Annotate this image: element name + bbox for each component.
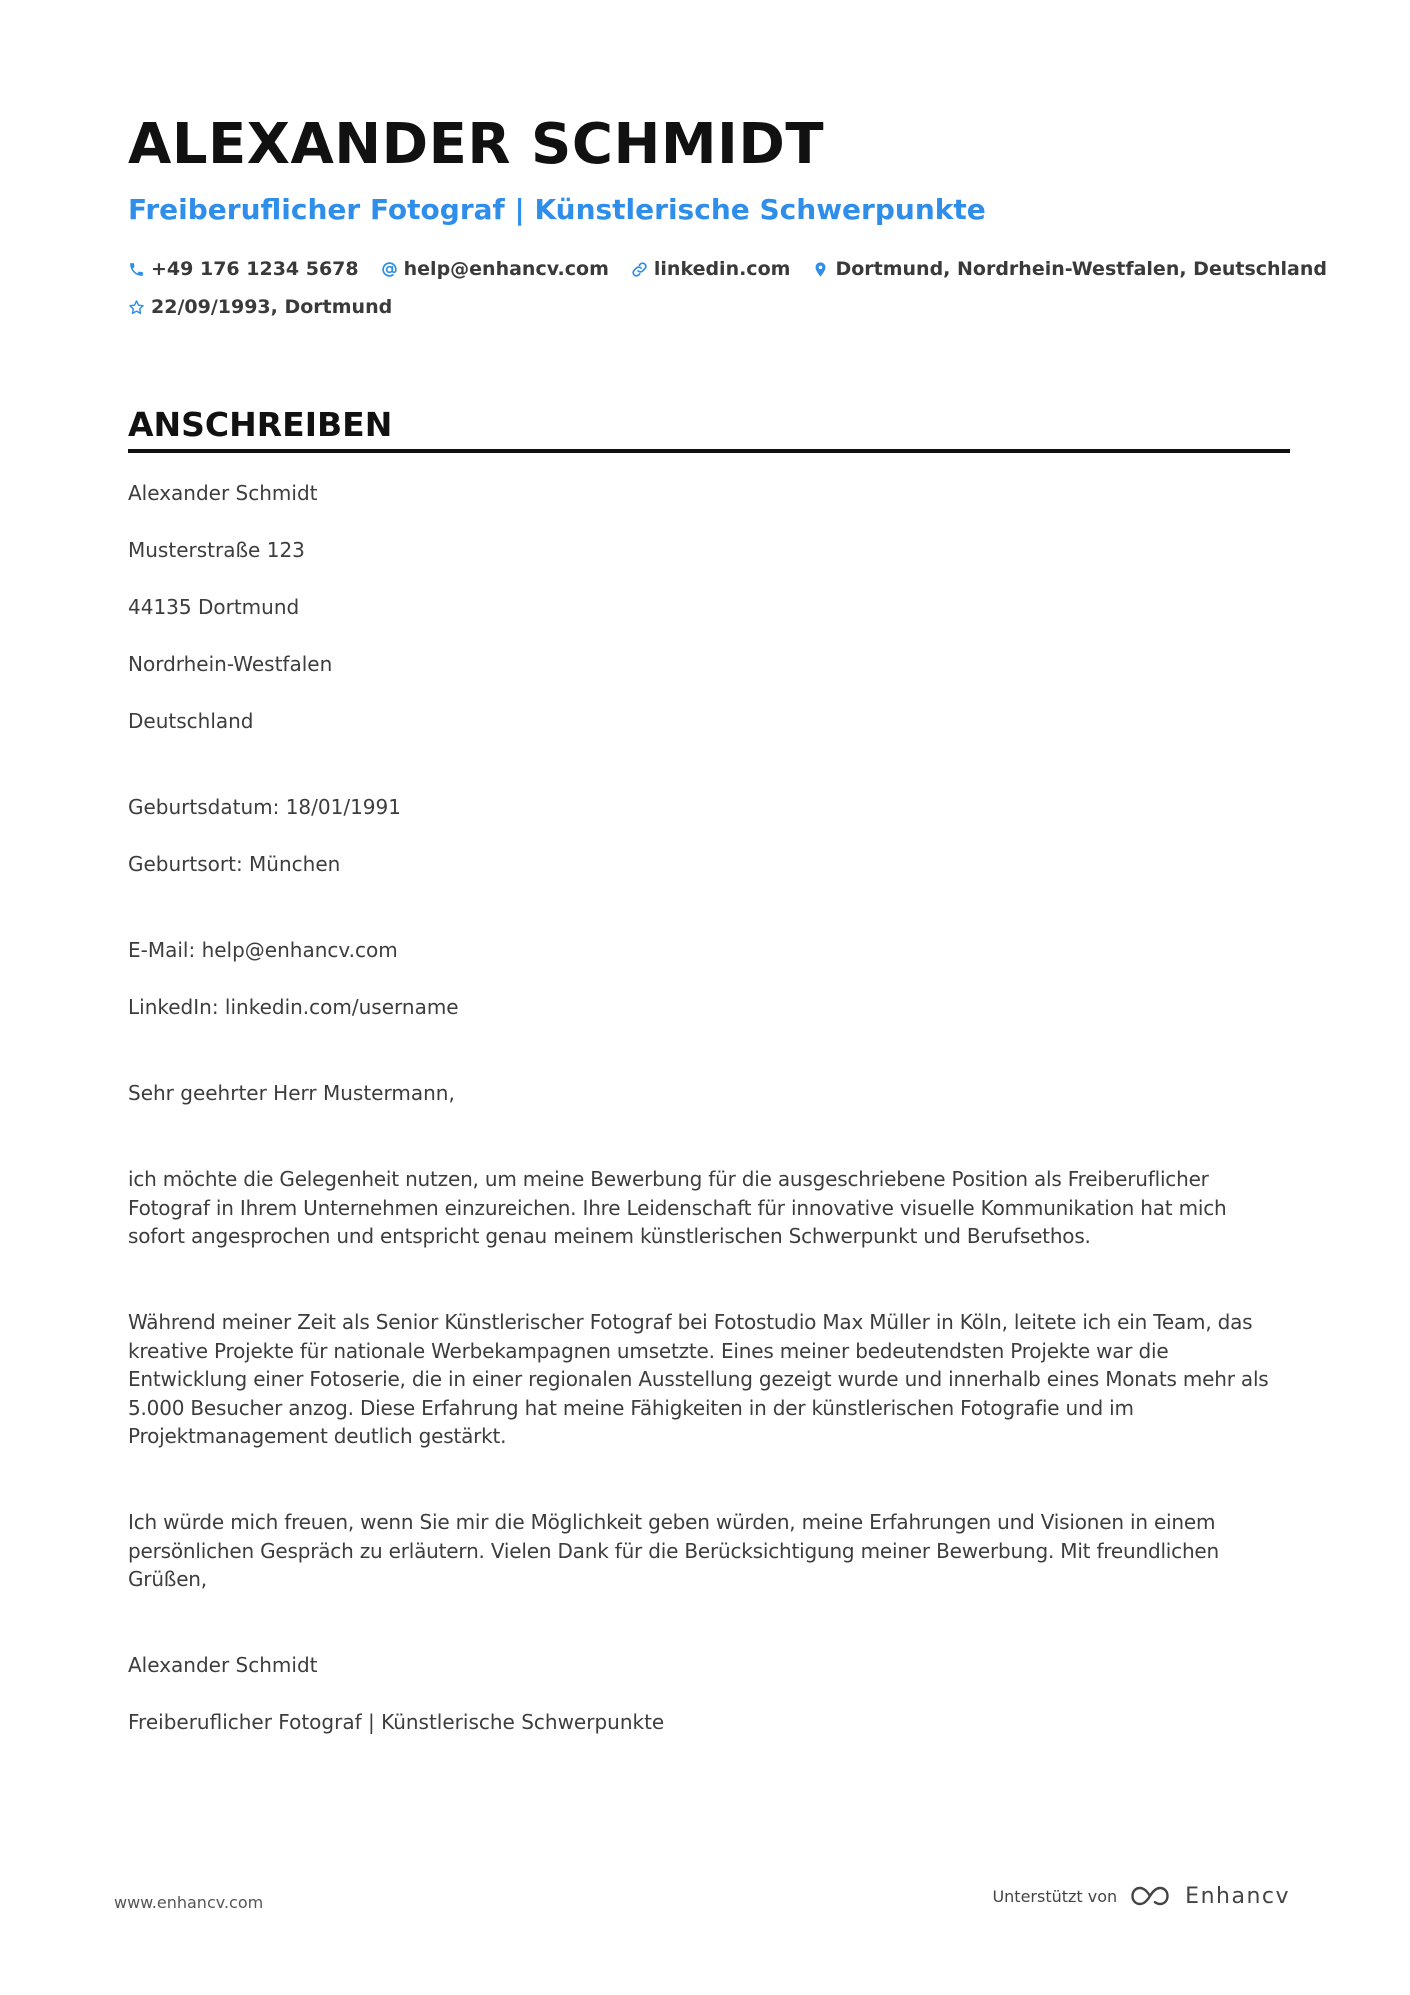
footer-website[interactable]: www.enhancv.com bbox=[114, 1893, 264, 1912]
letter-email: E-Mail: help@enhancv.com bbox=[128, 938, 398, 962]
star-icon bbox=[128, 299, 145, 316]
candidate-name: ALEXANDER SCHMIDT bbox=[128, 112, 825, 177]
paragraph-experience: Während meiner Zeit als Senior Künstlerischer Fotograf bei Fotostudio Max Müller in Köln, leitete ich ein Team, das kreative Projekte für nationale Werbekampagnen umsetzte. Eines meiner bedeutendsten Projekte war die Entwicklung einer Fotoserie, die in einer regionalen Ausstellung gezeigt wurde und innerhalb eines Monats mehr als 5.000 Besucher anzog. Diese Erfahrung hat meine Fähigkeiten in der künstlerischen Fotografie und im Projektmanagement deutlich gestärkt. bbox=[128, 1310, 1269, 1448]
letter-linkedin: LinkedIn: linkedin.com/username bbox=[128, 995, 459, 1019]
location-text: Dortmund, Nordrhein-Westfalen, Deutschland bbox=[835, 258, 1328, 280]
signature-title: Freiberuflicher Fotograf | Künstlerische Schwerpunkte bbox=[128, 1710, 665, 1734]
brand-name: Enhancv bbox=[1185, 1883, 1290, 1909]
signature-name: Alexander Schmidt bbox=[128, 1653, 318, 1677]
sender-name: Alexander Schmidt bbox=[128, 481, 318, 505]
sender-state: Nordrhein-Westfalen bbox=[128, 652, 333, 676]
sender-city: 44135 Dortmund bbox=[128, 595, 300, 619]
contact-email[interactable] bbox=[381, 258, 609, 280]
contact-row-birth bbox=[128, 293, 414, 321]
phone-icon bbox=[128, 261, 145, 278]
section-title: ANSCHREIBEN bbox=[128, 405, 393, 444]
sender-country: Deutschland bbox=[128, 709, 254, 733]
contact-row bbox=[128, 255, 1349, 283]
contact-birth bbox=[128, 296, 392, 318]
contact-linkedin[interactable] bbox=[631, 258, 791, 280]
birth-place: Geburtsort: München bbox=[128, 852, 341, 876]
job-title: Freiberuflicher Fotograf | Künstlerische Schwerpunkte bbox=[128, 193, 986, 226]
paragraph-intro: ich möchte die Gelegenheit nutzen, um meine Bewerbung für die ausgeschriebene Position als Freiberuflicher Fotograf in Ihrem Unternehmen einzureichen. Ihre Leidenschaft für innovative visuelle Kommunikation hat mich sofort angesprochen und entspricht genau meinem künstlerischen Schwerpunkt und Berufsethos. bbox=[128, 1167, 1227, 1248]
birth-text: 22/09/1993, Dortmund bbox=[151, 296, 393, 318]
paragraph-closing: Ich würde mich freuen, wenn Sie mir die Möglichkeit geben würden, meine Erfahrungen und Visionen in einem persönlichen Gespräch zu erläutern. Vielen Dank für die Berücksichtigung meiner Bewerbung. Mit freundlichen Grüßen, bbox=[128, 1510, 1220, 1591]
phone-number: +49 176 1234 5678 bbox=[151, 258, 359, 280]
link-icon bbox=[631, 261, 648, 278]
location-pin-icon bbox=[812, 261, 829, 278]
salutation: Sehr geehrter Herr Mustermann, bbox=[128, 1081, 455, 1105]
powered-by-label: Unterstützt von bbox=[992, 1886, 1118, 1906]
birth-date: Geburtsdatum: 18/01/1991 bbox=[128, 795, 401, 819]
footer-branding[interactable] bbox=[992, 1882, 1290, 1910]
section-divider bbox=[128, 449, 1290, 453]
linkedin-url: linkedin.com bbox=[653, 258, 791, 280]
contact-phone[interactable] bbox=[128, 258, 359, 280]
email-address: help@enhancv.com bbox=[403, 258, 609, 280]
sender-street: Musterstraße 123 bbox=[128, 538, 305, 562]
at-icon bbox=[381, 261, 398, 278]
contact-location bbox=[812, 258, 1327, 280]
enhancv-logo-icon bbox=[1129, 1882, 1175, 1910]
